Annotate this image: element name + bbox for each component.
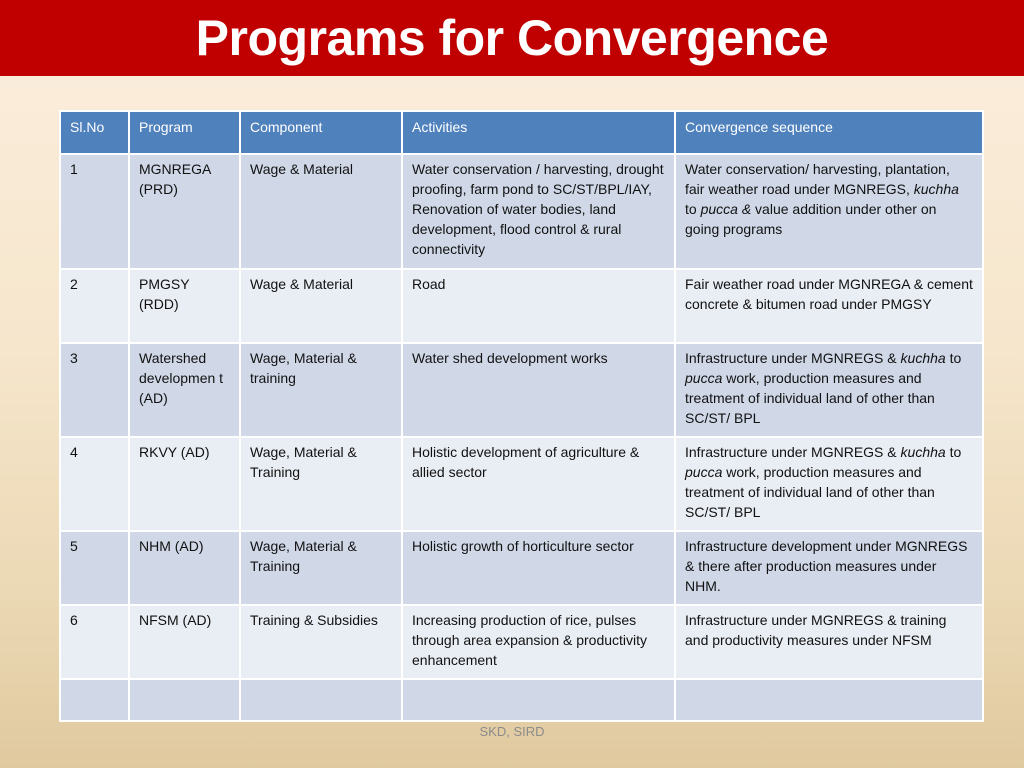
convergence-text: to xyxy=(685,201,701,217)
cell-convergence-sequence xyxy=(675,154,983,269)
slide-title: Programs for Convergence xyxy=(195,10,829,66)
cell-convergence-sequence: Infrastructure development under MGNREGS & there after production measures under NHM. xyxy=(675,531,983,605)
table-row xyxy=(60,343,983,437)
convergence-text: work, production measures and treatment of individual land of other than SC/ST/ BPL xyxy=(685,370,935,426)
cell-slno: 6 xyxy=(60,605,129,679)
convergence-italic-text: kuchha xyxy=(900,350,946,366)
convergence-text: work, production measures and treatment of individual land of other than SC/ST/ BPL xyxy=(685,464,935,520)
cell-component: Wage, Material & training xyxy=(240,343,402,437)
cell-convergence-sequence xyxy=(675,437,983,531)
cell-component: Wage, Material & Training xyxy=(240,531,402,605)
convergence-text: Infrastructure under MGNREGS & xyxy=(685,350,901,366)
cell-activities: Water conservation / harvesting, drought proofing, farm pond to SC/ST/BPL/IAY, Renovation of water bodies, land development, flood control & rural connectivity xyxy=(402,154,675,269)
cell-slno: 5 xyxy=(60,531,129,605)
cell-slno: 4 xyxy=(60,437,129,531)
cell-convergence-sequence: Fair weather road under MGNREGA & cement concrete & bitumen road under PMGSY xyxy=(675,269,983,343)
convergence-text: to xyxy=(945,350,962,366)
cell-program: RKVY (AD) xyxy=(129,437,240,531)
header-component: Component xyxy=(240,111,402,154)
cell-program: Watershed developmen t (AD) xyxy=(129,343,240,437)
cell-program: NHM (AD) xyxy=(129,531,240,605)
table-row xyxy=(60,154,983,269)
cell-activities: Increasing production of rice, pulses through area expansion & productivity enhancement xyxy=(402,605,675,679)
convergence-italic-text: kuchha xyxy=(913,181,959,197)
cell-slno: 2 xyxy=(60,269,129,343)
header-activities: Activities xyxy=(402,111,675,154)
table-header-row xyxy=(60,111,983,154)
cell-convergence-sequence xyxy=(675,343,983,437)
slide-footer: SKD, SIRD xyxy=(479,724,545,739)
cell-activities xyxy=(402,679,675,721)
header-slno: Sl.No xyxy=(60,111,129,154)
cell-program: PMGSY (RDD) xyxy=(129,269,240,343)
title-bar xyxy=(0,0,1024,76)
cell-convergence-sequence: Infrastructure under MGNREGS & training and productivity measures under NFSM xyxy=(675,605,983,679)
cell-slno: 3 xyxy=(60,343,129,437)
convergence-table xyxy=(59,110,984,722)
convergence-italic-text: pucca & xyxy=(700,201,752,217)
cell-component xyxy=(240,679,402,721)
convergence-text: Water conservation/ harvesting, plantation, fair weather road under MGNREGS, xyxy=(685,161,950,197)
cell-program: MGNREGA (PRD) xyxy=(129,154,240,269)
cell-slno xyxy=(60,679,129,721)
convergence-text: Infrastructure under MGNREGS & xyxy=(685,444,901,460)
convergence-text: to xyxy=(945,444,962,460)
convergence-text: value addition under other on going programs xyxy=(685,201,937,237)
cell-component: Training & Subsidies xyxy=(240,605,402,679)
cell-convergence-sequence xyxy=(675,679,983,721)
header-convergence-sequence: Convergence sequence xyxy=(675,111,983,154)
cell-component: Wage & Material xyxy=(240,154,402,269)
cell-slno: 1 xyxy=(60,154,129,269)
cell-activities: Holistic development of agriculture & allied sector xyxy=(402,437,675,531)
convergence-italic-text: pucca xyxy=(685,464,723,480)
cell-component: Wage, Material & Training xyxy=(240,437,402,531)
cell-program xyxy=(129,679,240,721)
cell-activities: Road xyxy=(402,269,675,343)
cell-activities: Holistic growth of horticulture sector xyxy=(402,531,675,605)
table-row xyxy=(60,605,983,679)
header-program: Program xyxy=(129,111,240,154)
table-row-empty xyxy=(60,679,983,721)
cell-component: Wage & Material xyxy=(240,269,402,343)
cell-activities: Water shed development works xyxy=(402,343,675,437)
table-row xyxy=(60,269,983,343)
convergence-italic-text: kuchha xyxy=(900,444,946,460)
cell-program: NFSM (AD) xyxy=(129,605,240,679)
convergence-italic-text: pucca xyxy=(685,370,723,386)
table-row xyxy=(60,531,983,605)
table-row xyxy=(60,437,983,531)
